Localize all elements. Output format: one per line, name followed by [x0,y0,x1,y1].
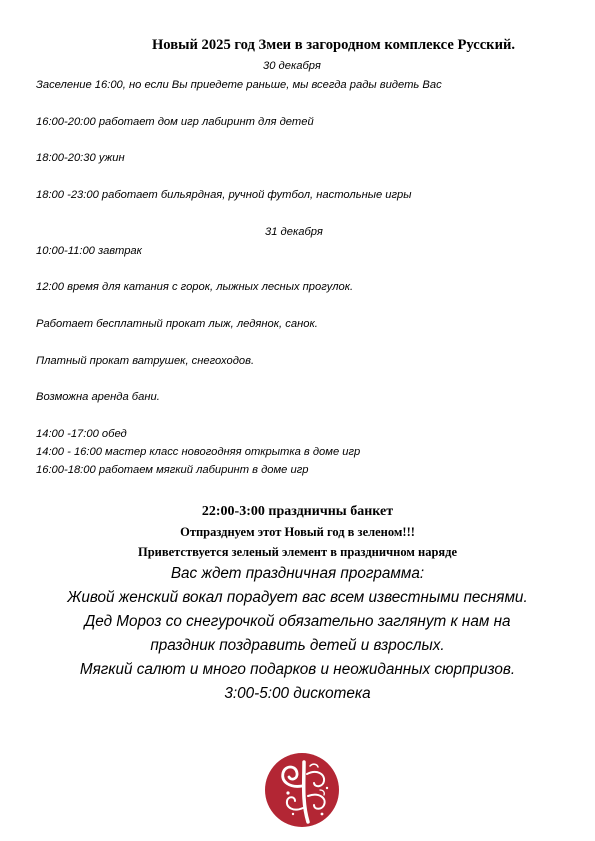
schedule-item: 16:00-20:00 работает дом игр лабиринт для детей [36,116,314,128]
ornamental-monogram-logo-icon [264,752,340,828]
program-line: праздник поздравить детей и взрослых. [150,637,445,654]
schedule-item: 14:00 -17:00 обед [36,428,127,440]
schedule-item: Возможна аренда бани. [36,391,160,403]
schedule-item: Платный прокат ватрушек, снегоходов. [36,355,255,367]
schedule-item: 12:00 время для катания с горок, лыжных лесных прогулок. [36,281,354,293]
document-title: Новый 2025 год Змеи в загородном комплексе Русский. [151,37,516,53]
schedule-item: 18:00 -23:00 работает бильярдная, ручной футбол, настольные игры [36,189,412,201]
schedule-item: 18:00-20:30 ужин [36,152,125,164]
program-line: 3:00-5:00 дискотека [224,685,371,702]
schedule-item: 14:00 - 16:00 мастер класс новогодняя открытка в доме игр [36,446,361,458]
day2-date: 31 декабря [265,226,323,238]
schedule-item: Работает бесплатный прокат лыж, ледянок, санок. [36,318,318,330]
schedule-item: 10:00-11:00 завтрак [36,245,142,257]
program-line: Вас ждет праздничная программа: [170,565,425,582]
program-line: Живой женский вокал порадует вас всем известными песнями. [67,589,528,606]
schedule-item: 16:00-18:00 работаем мягкий лабиринт в доме игр [36,464,309,476]
program-line: Дед Мороз со снегурочкой обязательно заглянут к нам на [84,613,511,630]
banquet-note: Отпразднуем этот Новый год в зеленом!!! [180,525,415,539]
banquet-dresscode: Приветствуется зеленый элемент в праздничном наряде [137,545,458,559]
schedule-item: Заселение 16:00, но если Вы приедете раньше, мы всегда рады видеть Вас [36,79,442,91]
program-line: Мягкий салют и много подарков и неожиданных сюрпризов. [79,661,516,678]
day1-date: 30 декабря [263,60,321,72]
banquet-heading: 22:00-3:00 праздничны банкет [201,504,394,519]
